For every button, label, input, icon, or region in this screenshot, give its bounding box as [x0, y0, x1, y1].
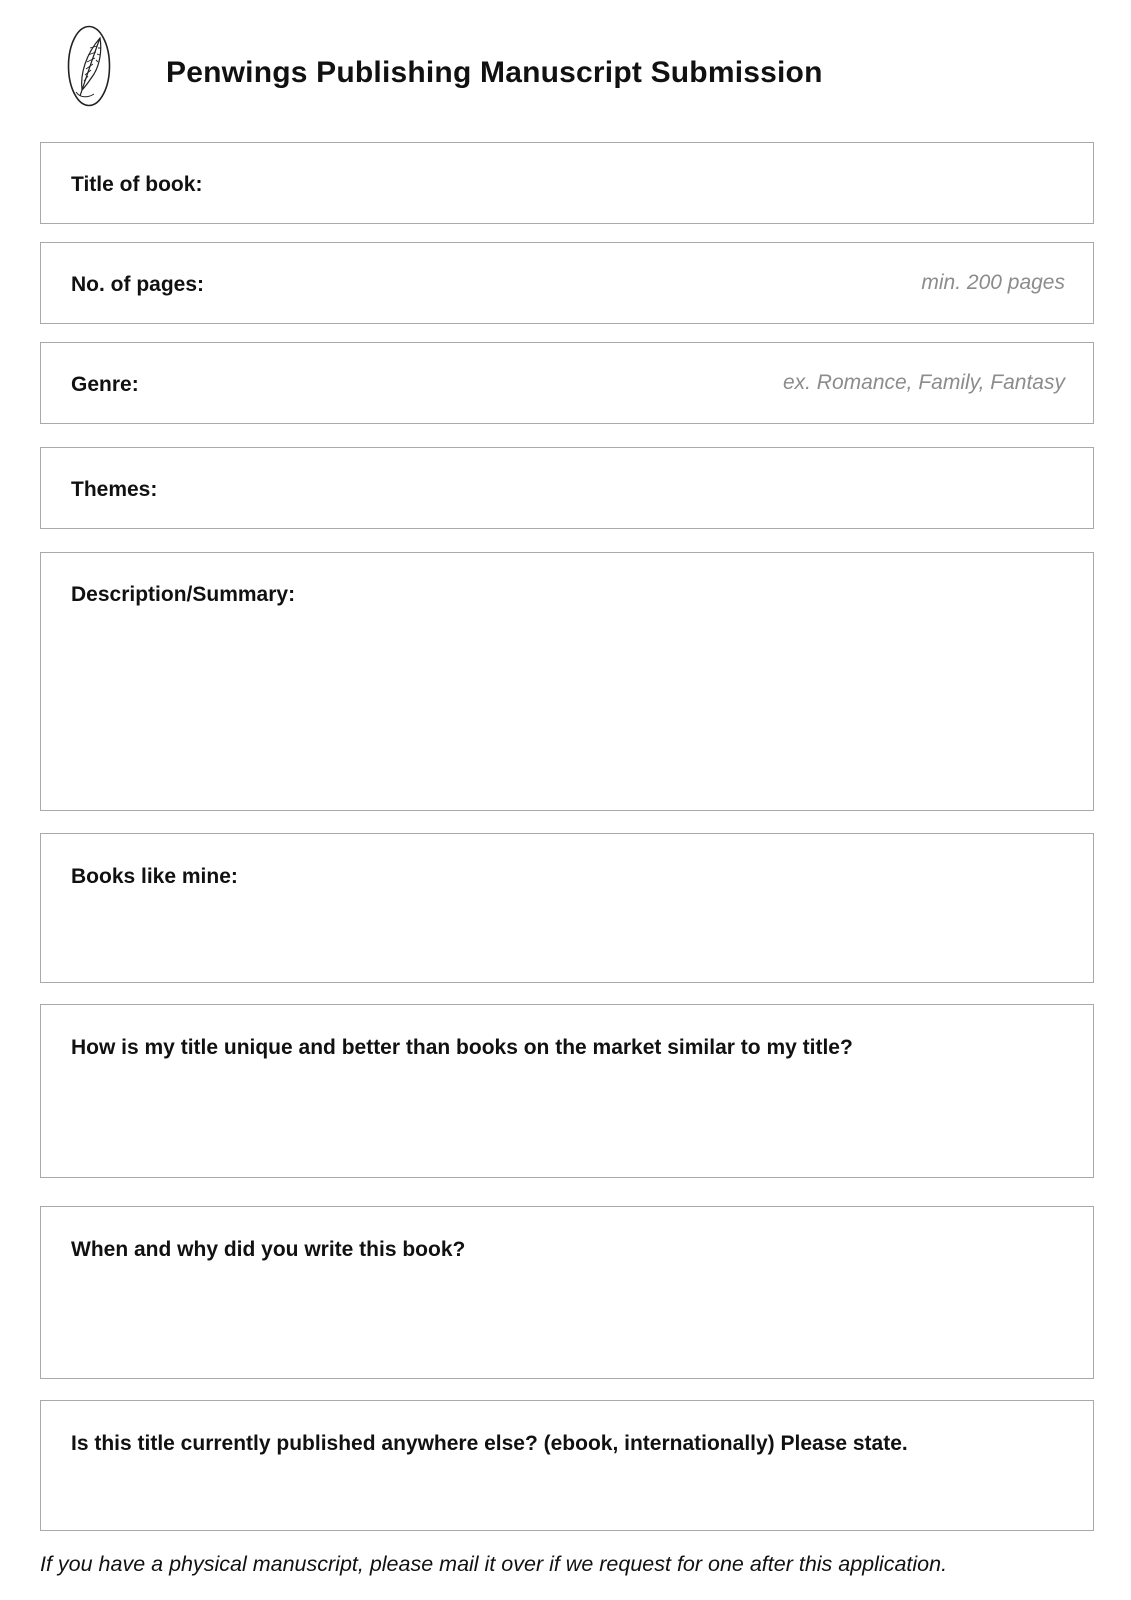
themes-field[interactable]	[40, 447, 1094, 529]
when-why-written-label: When and why did you write this book?	[71, 1238, 466, 1261]
title-of-book-label: Title of book:	[71, 173, 203, 196]
genre-label: Genre:	[71, 373, 139, 396]
published-elsewhere-label: Is this title currently published anywhere else? (ebook, internationally) Please state.	[71, 1432, 908, 1455]
title-of-book-field[interactable]	[40, 142, 1094, 224]
page-title: Penwings Publishing Manuscript Submission	[166, 56, 823, 89]
title-uniqueness-field[interactable]	[40, 1004, 1094, 1178]
books-like-mine-label: Books like mine:	[71, 865, 238, 888]
number-of-pages-field[interactable]	[40, 242, 1094, 324]
genre-field[interactable]	[40, 342, 1094, 424]
published-elsewhere-field[interactable]	[40, 1400, 1094, 1531]
number-of-pages-hint: min. 200 pages	[921, 271, 1065, 294]
title-uniqueness-label: How is my title unique and better than books on the market similar to my title?	[71, 1036, 853, 1059]
description-summary-field[interactable]	[40, 552, 1094, 811]
footer-note: If you have a physical manuscript, please mail it over if we request for one after this application.	[40, 1552, 948, 1576]
description-summary-label: Description/Summary:	[71, 583, 296, 606]
number-of-pages-label: No. of pages:	[71, 273, 205, 296]
themes-label: Themes:	[71, 478, 158, 501]
when-why-written-field[interactable]	[40, 1206, 1094, 1379]
genre-hint: ex. Romance, Family, Fantasy	[782, 371, 1065, 394]
books-like-mine-field[interactable]	[40, 833, 1094, 983]
quill-feather-oval-icon	[66, 24, 112, 108]
